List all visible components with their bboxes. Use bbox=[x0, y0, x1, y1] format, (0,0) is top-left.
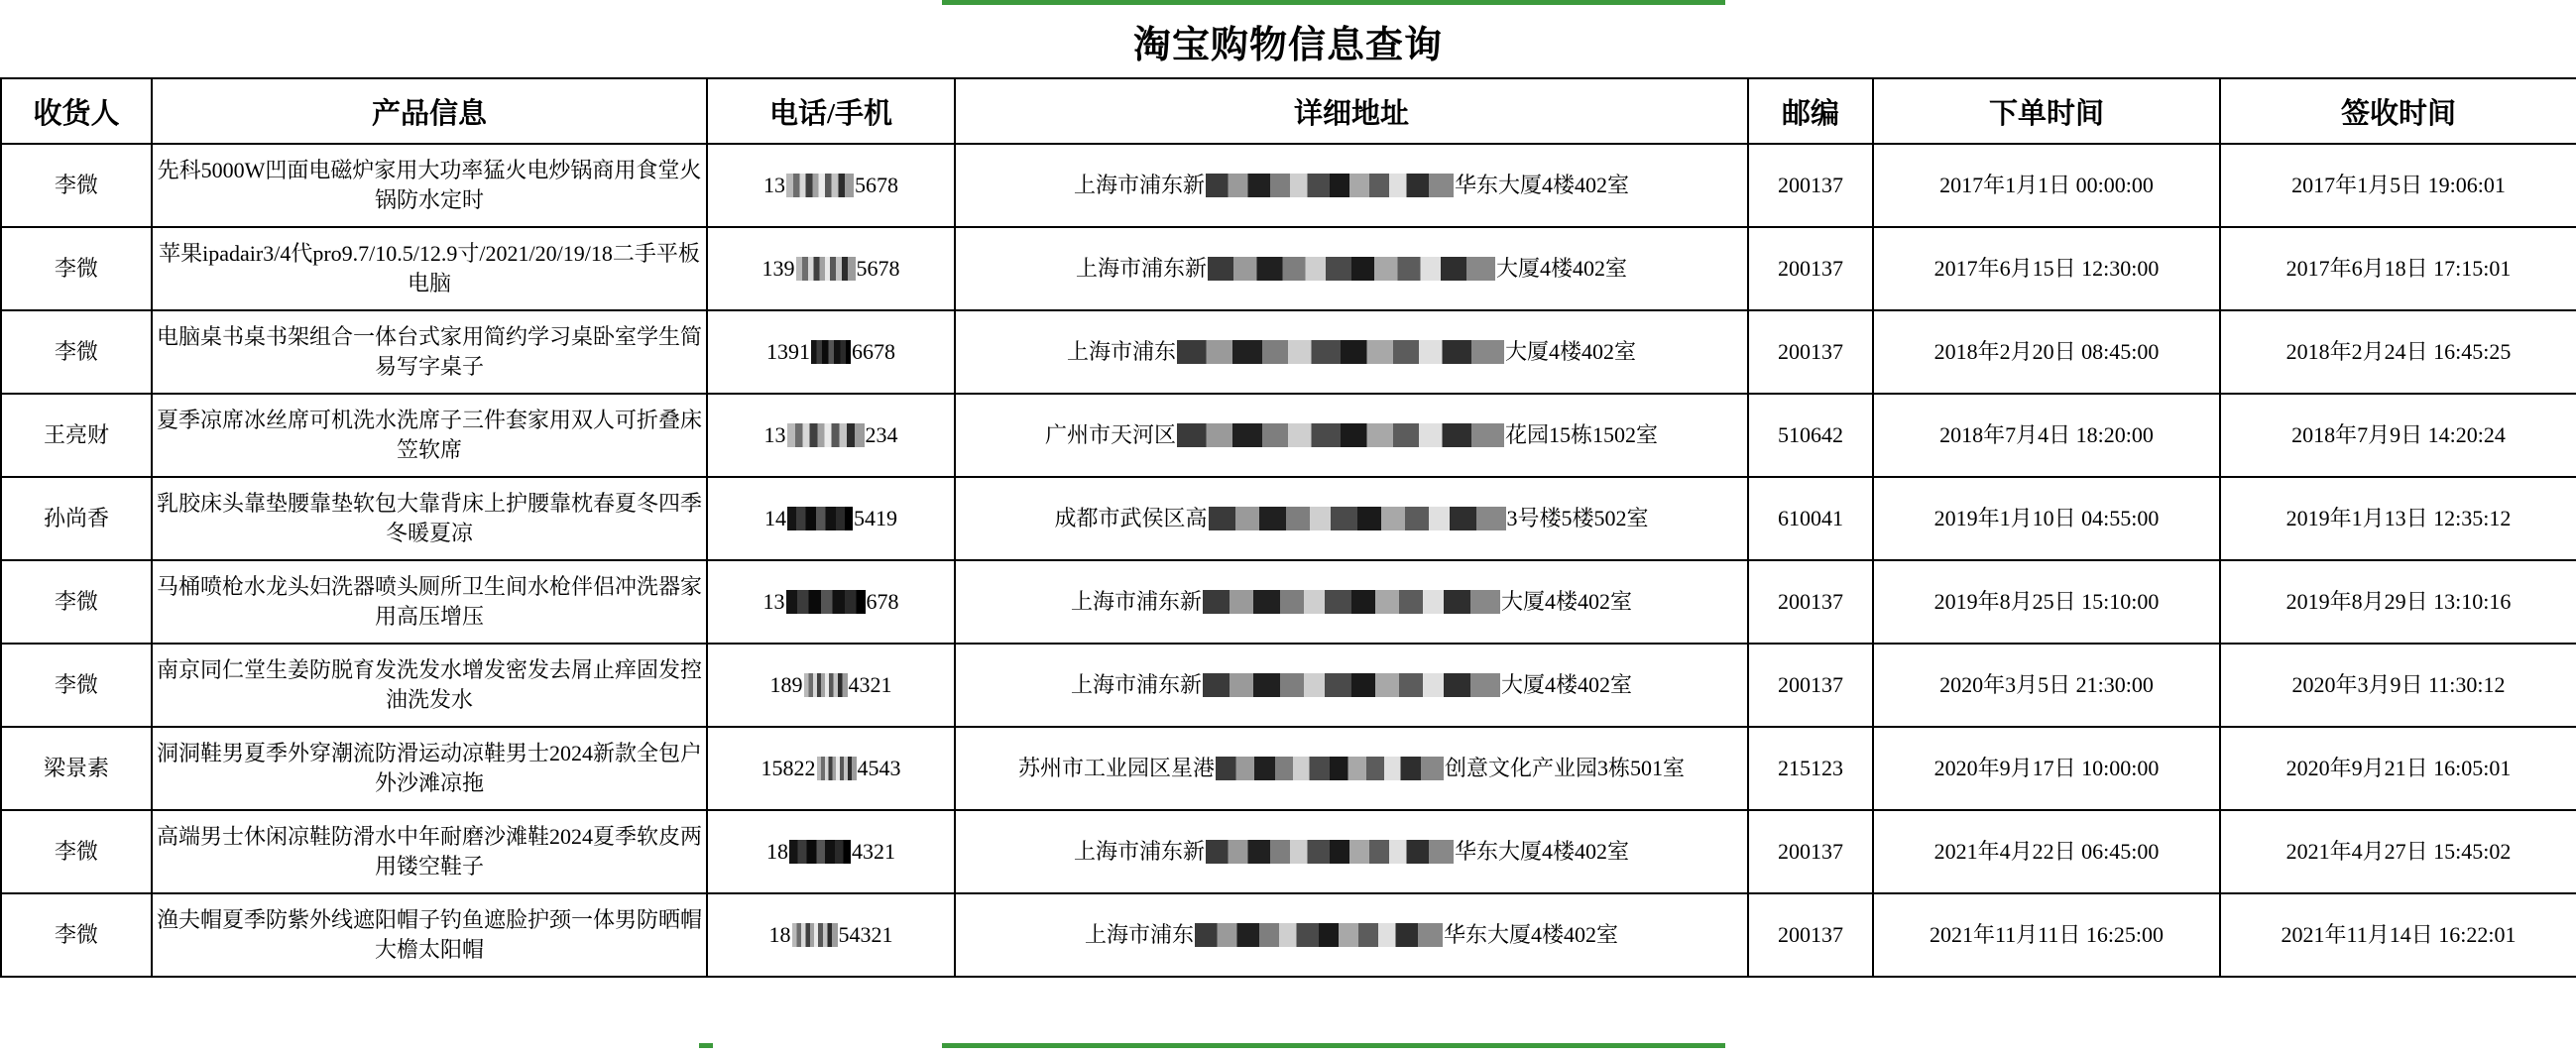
cell-address bbox=[955, 477, 1748, 560]
mosaic-block bbox=[789, 840, 851, 864]
cell-sign-time: 2017年1月5日 19:06:01 bbox=[2220, 144, 2576, 227]
phone-suffix: 5678 bbox=[856, 256, 900, 282]
accent-bar-bottom-left bbox=[699, 1043, 713, 1048]
mosaic-block bbox=[1177, 340, 1504, 364]
cell-recipient: 李微 bbox=[1, 144, 152, 227]
cell-sign-time: 2018年7月9日 14:20:24 bbox=[2220, 394, 2576, 477]
redacted-address bbox=[1074, 837, 1629, 867]
cell-product: 洞洞鞋男夏季外穿潮流防滑运动凉鞋男士2024新款全包户外沙滩凉拖 bbox=[152, 727, 707, 810]
mosaic-block bbox=[796, 257, 856, 281]
address-suffix: 花园15栋1502室 bbox=[1505, 422, 1659, 448]
phone-suffix: 5419 bbox=[854, 506, 897, 531]
cell-order-time: 2019年1月10日 04:55:00 bbox=[1873, 477, 2220, 560]
phone-prefix: 1391 bbox=[766, 339, 810, 365]
table-row bbox=[1, 227, 2576, 310]
column-header-recipient: 收货人 bbox=[1, 78, 152, 144]
phone-suffix: 5678 bbox=[855, 173, 898, 198]
phone-suffix: 4321 bbox=[848, 672, 892, 698]
redacted-phone bbox=[762, 254, 900, 284]
phone-prefix: 18 bbox=[766, 839, 788, 865]
cell-order-time: 2021年4月22日 06:45:00 bbox=[1873, 810, 2220, 893]
address-suffix: 创意文化产业园3栋501室 bbox=[1445, 756, 1686, 781]
cell-product: 高端男士休闲凉鞋防滑水中年耐磨沙滩鞋2024夏季软皮两用镂空鞋子 bbox=[152, 810, 707, 893]
redacted-phone bbox=[763, 171, 898, 200]
cell-product: 苹果ipadair3/4代pro9.7/10.5/12.9寸/2021/20/19/18二手平板电脑 bbox=[152, 227, 707, 310]
cell-recipient: 李微 bbox=[1, 810, 152, 893]
phone-suffix: 54321 bbox=[838, 922, 893, 948]
cell-sign-time: 2017年6月18日 17:15:01 bbox=[2220, 227, 2576, 310]
phone-prefix: 14 bbox=[764, 506, 786, 531]
redacted-phone bbox=[763, 587, 899, 617]
cell-sign-time: 2020年3月9日 11:30:12 bbox=[2220, 644, 2576, 727]
cell-address bbox=[955, 394, 1748, 477]
cell-product: 渔夫帽夏季防紫外线遮阳帽子钓鱼遮脸护颈一体男防晒帽大檐太阳帽 bbox=[152, 893, 707, 977]
cell-phone bbox=[707, 893, 955, 977]
table-body bbox=[1, 144, 2576, 977]
cell-recipient: 李微 bbox=[1, 893, 152, 977]
phone-prefix: 13 bbox=[763, 173, 785, 198]
cell-order-time: 2018年2月20日 08:45:00 bbox=[1873, 310, 2220, 394]
mosaic-block bbox=[787, 507, 853, 530]
redacted-address bbox=[1085, 920, 1618, 950]
column-header-address: 详细地址 bbox=[955, 78, 1748, 144]
address-suffix: 华东大厦4楼402室 bbox=[1455, 173, 1630, 198]
cell-address bbox=[955, 810, 1748, 893]
phone-prefix: 189 bbox=[769, 672, 803, 698]
cell-phone bbox=[707, 144, 955, 227]
cell-phone bbox=[707, 227, 955, 310]
table-row bbox=[1, 394, 2576, 477]
mosaic-block bbox=[1195, 923, 1443, 947]
cell-zip: 215123 bbox=[1748, 727, 1873, 810]
address-prefix: 上海市浦东新 bbox=[1070, 672, 1202, 698]
cell-recipient: 李微 bbox=[1, 310, 152, 394]
cell-product: 夏季凉席冰丝席可机洗水洗席子三件套家用双人可折叠床笠软席 bbox=[152, 394, 707, 477]
address-prefix: 上海市浦东新 bbox=[1070, 589, 1202, 615]
phone-suffix: 4543 bbox=[857, 756, 901, 781]
cell-address bbox=[955, 893, 1748, 977]
cell-recipient: 梁景素 bbox=[1, 727, 152, 810]
cell-recipient: 王亮财 bbox=[1, 394, 152, 477]
cell-zip: 200137 bbox=[1748, 810, 1873, 893]
address-prefix: 上海市浦东新 bbox=[1075, 256, 1207, 282]
redacted-phone bbox=[766, 337, 895, 367]
cell-order-time: 2021年11月11日 16:25:00 bbox=[1873, 893, 2220, 977]
cell-zip: 200137 bbox=[1748, 644, 1873, 727]
orders-table bbox=[0, 77, 2576, 978]
cell-address bbox=[955, 644, 1748, 727]
column-header-phone: 电话/手机 bbox=[707, 78, 955, 144]
address-prefix: 上海市浦东新 bbox=[1073, 839, 1205, 865]
mosaic-block bbox=[1208, 257, 1495, 281]
cell-order-time: 2018年7月4日 18:20:00 bbox=[1873, 394, 2220, 477]
table-header-row bbox=[1, 78, 2576, 144]
column-header-product: 产品信息 bbox=[152, 78, 707, 144]
mosaic-block bbox=[1203, 673, 1500, 697]
phone-suffix: 6678 bbox=[852, 339, 895, 365]
accent-bar-bottom bbox=[942, 1043, 1725, 1048]
phone-prefix: 13 bbox=[762, 589, 785, 615]
cell-order-time: 2017年1月1日 00:00:00 bbox=[1873, 144, 2220, 227]
phone-suffix: 4321 bbox=[852, 839, 895, 865]
redacted-phone bbox=[764, 504, 897, 533]
cell-product: 乳胶床头靠垫腰靠垫软包大靠背床上护腰靠枕春夏冬四季冬暖夏凉 bbox=[152, 477, 707, 560]
phone-prefix: 139 bbox=[761, 256, 795, 282]
cell-sign-time: 2021年11月14日 16:22:01 bbox=[2220, 893, 2576, 977]
redacted-address bbox=[1076, 254, 1627, 284]
cell-address bbox=[955, 310, 1748, 394]
redacted-phone bbox=[770, 670, 892, 700]
cell-order-time: 2020年3月5日 21:30:00 bbox=[1873, 644, 2220, 727]
mosaic-block bbox=[811, 340, 851, 364]
phone-suffix: 678 bbox=[866, 589, 899, 615]
address-prefix: 广州市天河区 bbox=[1044, 422, 1176, 448]
redacted-address bbox=[1071, 587, 1632, 617]
cell-product: 南京同仁堂生姜防脱育发洗发水增发密发去屑止痒固发控油洗发水 bbox=[152, 644, 707, 727]
cell-phone bbox=[707, 394, 955, 477]
table-row bbox=[1, 644, 2576, 727]
redacted-address bbox=[1067, 337, 1636, 367]
redacted-address bbox=[1074, 171, 1629, 200]
cell-sign-time: 2020年9月21日 16:05:01 bbox=[2220, 727, 2576, 810]
phone-prefix: 13 bbox=[763, 422, 786, 448]
address-suffix: 大厦4楼402室 bbox=[1505, 339, 1637, 365]
cell-phone bbox=[707, 644, 955, 727]
address-prefix: 上海市浦东 bbox=[1066, 339, 1176, 365]
redacted-phone bbox=[761, 754, 901, 783]
cell-phone bbox=[707, 477, 955, 560]
phone-prefix: 18 bbox=[768, 922, 791, 948]
mosaic-block bbox=[786, 174, 854, 197]
address-prefix: 苏州市工业园区星港 bbox=[1017, 756, 1215, 781]
phone-prefix: 15822 bbox=[761, 756, 816, 781]
table-row bbox=[1, 477, 2576, 560]
mosaic-block bbox=[804, 673, 848, 697]
mosaic-block bbox=[1206, 174, 1454, 197]
cell-sign-time: 2019年1月13日 12:35:12 bbox=[2220, 477, 2576, 560]
cell-zip: 200137 bbox=[1748, 227, 1873, 310]
cell-product: 先科5000W凹面电磁炉家用大功率猛火电炒锅商用食堂火锅防水定时 bbox=[152, 144, 707, 227]
cell-phone bbox=[707, 810, 955, 893]
redacted-address bbox=[1071, 670, 1632, 700]
cell-phone bbox=[707, 310, 955, 394]
cell-zip: 610041 bbox=[1748, 477, 1873, 560]
cell-address bbox=[955, 560, 1748, 644]
address-prefix: 上海市浦东 bbox=[1084, 922, 1194, 948]
mosaic-block bbox=[787, 423, 865, 447]
cell-phone bbox=[707, 727, 955, 810]
address-prefix: 上海市浦东新 bbox=[1073, 173, 1205, 198]
cell-address bbox=[955, 727, 1748, 810]
cell-sign-time: 2018年2月24日 16:45:25 bbox=[2220, 310, 2576, 394]
cell-sign-time: 2021年4月27日 15:45:02 bbox=[2220, 810, 2576, 893]
cell-order-time: 2020年9月17日 10:00:00 bbox=[1873, 727, 2220, 810]
address-prefix: 成都市武侯区高 bbox=[1054, 506, 1208, 531]
redacted-address bbox=[1045, 420, 1658, 450]
cell-address bbox=[955, 144, 1748, 227]
redacted-phone bbox=[766, 837, 895, 867]
address-suffix: 大厦4楼402室 bbox=[1501, 589, 1633, 615]
mosaic-block bbox=[1203, 590, 1500, 614]
cell-phone bbox=[707, 560, 955, 644]
redacted-address bbox=[1018, 754, 1685, 783]
table-row bbox=[1, 144, 2576, 227]
mosaic-block bbox=[1177, 423, 1504, 447]
column-header-sign-time: 签收时间 bbox=[2220, 78, 2576, 144]
address-suffix: 大厦4楼402室 bbox=[1496, 256, 1628, 282]
column-header-order-time: 下单时间 bbox=[1873, 78, 2220, 144]
cell-recipient: 李微 bbox=[1, 227, 152, 310]
cell-product: 马桶喷枪水龙头妇洗器喷头厕所卫生间水枪伴侣冲洗器家用高压增压 bbox=[152, 560, 707, 644]
cell-recipient: 李微 bbox=[1, 644, 152, 727]
cell-zip: 200137 bbox=[1748, 144, 1873, 227]
redacted-phone bbox=[769, 920, 893, 950]
address-suffix: 3号楼5楼502室 bbox=[1506, 506, 1649, 531]
redacted-phone bbox=[764, 420, 898, 450]
cell-product: 电脑桌书桌书架组合一体台式家用简约学习桌卧室学生简易写字桌子 bbox=[152, 310, 707, 394]
address-suffix: 华东大厦4楼402室 bbox=[1455, 839, 1630, 865]
cell-order-time: 2017年6月15日 12:30:00 bbox=[1873, 227, 2220, 310]
table-row bbox=[1, 810, 2576, 893]
mosaic-block bbox=[817, 757, 857, 780]
mosaic-block bbox=[792, 923, 838, 947]
table-row bbox=[1, 893, 2576, 977]
cell-zip: 200137 bbox=[1748, 310, 1873, 394]
mosaic-block bbox=[1209, 507, 1506, 530]
redacted-address bbox=[1054, 504, 1648, 533]
phone-suffix: 234 bbox=[865, 422, 898, 448]
cell-zip: 200137 bbox=[1748, 893, 1873, 977]
table-row bbox=[1, 310, 2576, 394]
cell-zip: 200137 bbox=[1748, 560, 1873, 644]
cell-recipient: 孙尚香 bbox=[1, 477, 152, 560]
mosaic-block bbox=[786, 590, 866, 614]
column-header-zip: 邮编 bbox=[1748, 78, 1873, 144]
cell-order-time: 2019年8月25日 15:10:00 bbox=[1873, 560, 2220, 644]
page-title: 淘宝购物信息查询 bbox=[1132, 25, 1443, 66]
table-row bbox=[1, 560, 2576, 644]
mosaic-block bbox=[1206, 840, 1454, 864]
cell-zip: 510642 bbox=[1748, 394, 1873, 477]
accent-bar-top bbox=[942, 0, 1725, 5]
table-row bbox=[1, 727, 2576, 810]
cell-sign-time: 2019年8月29日 13:10:16 bbox=[2220, 560, 2576, 644]
cell-address bbox=[955, 227, 1748, 310]
address-suffix: 大厦4楼402室 bbox=[1501, 672, 1633, 698]
address-suffix: 华东大厦4楼402室 bbox=[1444, 922, 1619, 948]
mosaic-block bbox=[1216, 757, 1444, 780]
cell-recipient: 李微 bbox=[1, 560, 152, 644]
